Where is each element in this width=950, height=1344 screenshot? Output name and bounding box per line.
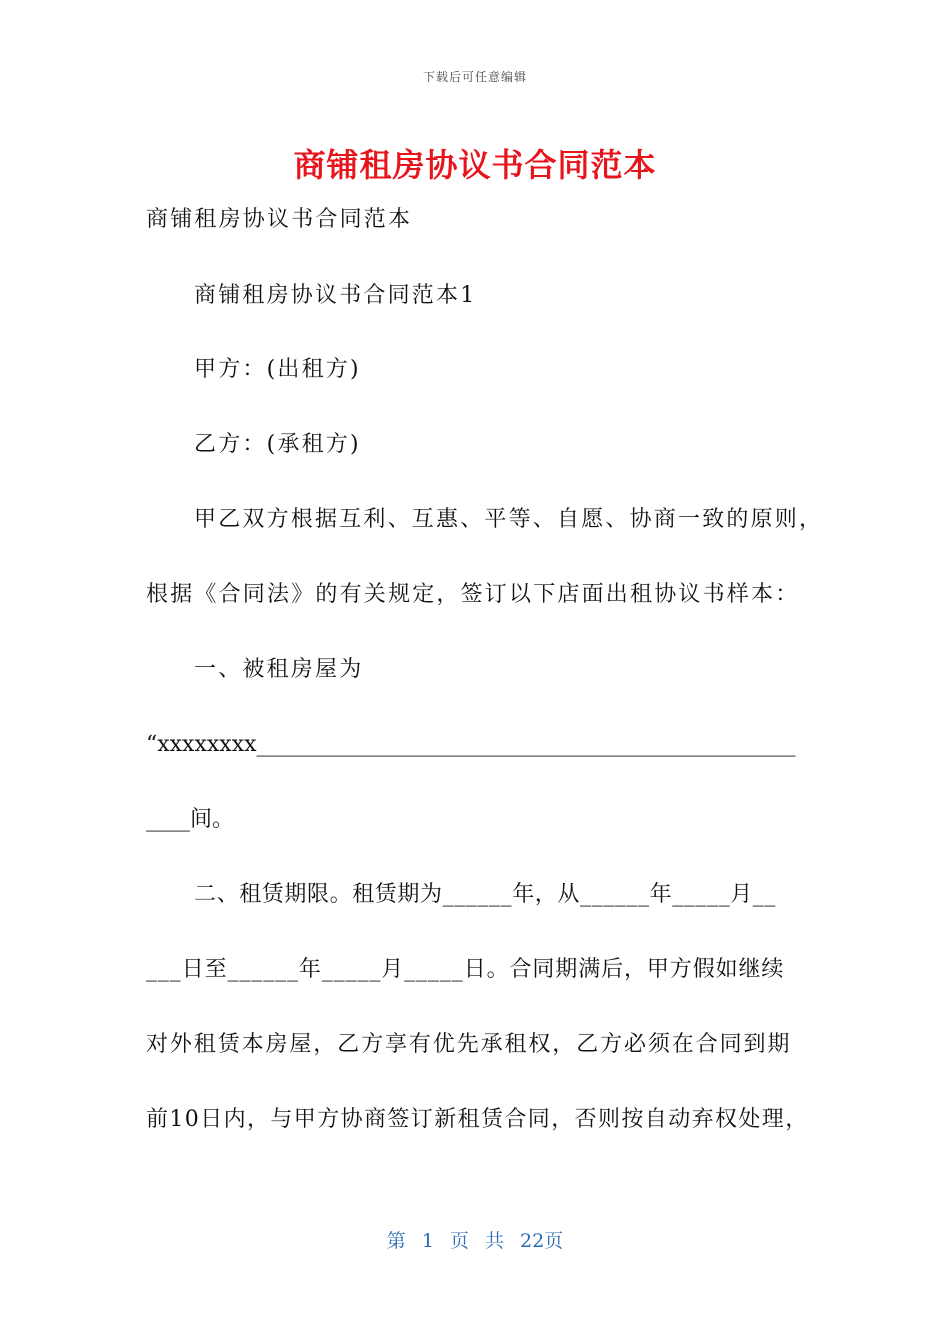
clause-1-blank-line: “xxxxxxxx_________________________________________________ <box>146 732 796 757</box>
clause-2-line: 二、租赁期限。租赁期为______年，从______年_____月__ <box>194 882 777 907</box>
clause-1-heading: 一、被租房屋为 <box>194 657 364 682</box>
document-subtitle: 商铺租房协议书合同范本 <box>146 207 413 232</box>
clause-2-line: 前10日内，与甲方协商签订新租赁合同，否则按自动弃权处理， <box>146 1107 809 1132</box>
paragraph-line: 甲乙双方根据互利、互惠、平等、自愿、协商一致的原则， <box>194 507 824 532</box>
party-b-line: 乙方：(承租方) <box>194 432 361 457</box>
paragraph-line: 根据《合同法》的有关规定，签订以下店面出租协议书样本： <box>146 582 800 607</box>
section-heading: 商铺租房协议书合同范本1 <box>194 283 477 308</box>
page-number: 第 1 页 共 22页 <box>386 1230 564 1252</box>
party-a-line: 甲方：(出租方) <box>194 357 361 382</box>
clause-2-line: 对外租赁本房屋，乙方享有优先承租权，乙方必须在合同到期 <box>146 1032 792 1057</box>
clause-1-blank-end: ____间。 <box>146 807 235 832</box>
document-title: 商铺租房协议书合同范本 <box>293 146 657 184</box>
page-header-note: 下载后可任意编辑 <box>422 70 527 84</box>
clause-2-line: ___日至______年_____月_____日。合同期满后，甲方假如继续 <box>146 957 785 982</box>
